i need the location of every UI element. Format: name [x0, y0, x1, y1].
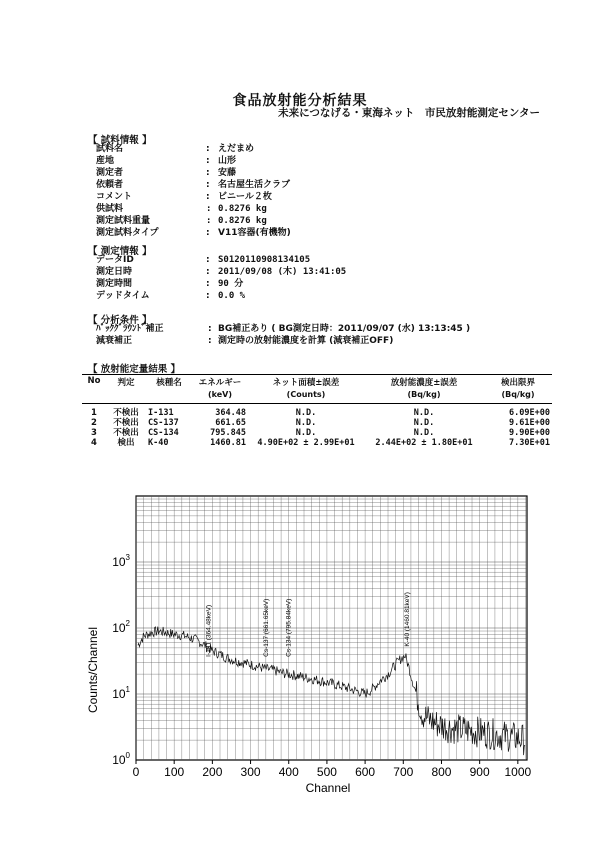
col-header-nuclide: [146, 375, 192, 404]
row-value: 90 分: [218, 279, 244, 289]
y-axis-ticks: [112, 553, 130, 767]
cell-energy: 1460.81: [210, 438, 246, 448]
row-value: S0120110908134105: [218, 255, 311, 265]
x-tick-label: 300: [240, 765, 261, 779]
row-separator: :: [206, 291, 210, 301]
y-axis-label: Counts/Channel: [86, 626, 100, 714]
row-separator: :: [206, 216, 212, 226]
row-label: ﾊﾞｯｸｸﾞﾗｳﾝﾄﾞ補正: [96, 324, 164, 334]
cell-limit: 9.61E+00: [509, 418, 550, 428]
row-value: V11容器(有機物): [218, 228, 291, 238]
cell-judge: 不検出: [113, 408, 139, 418]
row-label: コメント: [96, 192, 133, 202]
col-unit: (Counts): [286, 390, 326, 399]
col-header-net-area: [248, 375, 364, 404]
col-unit: (keV): [207, 390, 233, 399]
cell-net-area: N.D.: [295, 428, 317, 438]
results-heading: 【 放射能定量結果 】: [88, 364, 181, 375]
y-tick-label: $10^2$: [112, 619, 130, 635]
peak-label: K-40 (1460.81keV): [404, 592, 412, 647]
table-header-row: [82, 375, 552, 404]
row-value: 安藤: [218, 168, 237, 178]
cell-nuclide: CS-134: [148, 428, 179, 438]
y-tick-label: $10^1$: [112, 685, 130, 701]
x-tick-label: 700: [393, 765, 414, 779]
col-header-label: エネルギー: [198, 378, 242, 388]
x-tick-label: 200: [202, 765, 223, 779]
col-header-label: ネット面積±誤差: [272, 378, 340, 388]
row-value: 0.0 %: [218, 291, 246, 301]
row-separator: :: [206, 156, 210, 166]
results-table: [82, 374, 552, 448]
cell-net-area: 4.90E+02 ± 2.99E+01: [257, 438, 355, 448]
cell-nuclide: I-131: [148, 408, 174, 418]
col-header-label: 放射能濃度±誤差: [390, 378, 458, 388]
cell-net-area: N.D.: [295, 408, 317, 418]
x-tick-label: 900: [469, 765, 490, 779]
col-unit: (Bq/kg): [407, 390, 441, 399]
col-header-label: 検出限界: [500, 378, 535, 388]
y-tick-label: $10^0$: [112, 751, 130, 767]
x-tick-label: 800: [431, 765, 452, 779]
cell-no: 3: [91, 428, 97, 438]
cell-activity: N.D.: [413, 408, 435, 418]
col-header-label: No: [87, 376, 101, 386]
cell-energy: 661.65: [215, 418, 246, 428]
x-tick-label: 100: [164, 765, 185, 779]
peak-label: I-131 (364.48keV): [205, 604, 213, 657]
peak-label: Cs-137 (661.65keV): [262, 598, 270, 657]
row-separator: :: [206, 255, 210, 265]
cell-net-area: N.D.: [295, 418, 317, 428]
table-row: [82, 418, 552, 428]
row-value: 0.8276 kg: [218, 216, 267, 226]
row-label: 産地: [96, 156, 115, 166]
measurement-info-heading: 【 測定情報 】: [88, 246, 152, 257]
table-row: [82, 404, 552, 419]
cell-activity: N.D.: [413, 428, 435, 438]
row-separator: :: [206, 168, 210, 178]
row-label: 測定試料重量: [96, 216, 151, 226]
cell-judge: 検出: [117, 438, 135, 448]
col-header-label: 判定: [117, 378, 135, 388]
x-axis-ticks: [133, 760, 532, 779]
peak-label: Cs-134 (795.84keV): [285, 598, 293, 657]
cell-judge: 不検出: [113, 428, 139, 438]
row-separator: :: [206, 267, 210, 277]
row-separator: :: [206, 228, 210, 238]
x-tick-label: 400: [278, 765, 299, 779]
table-row: [82, 438, 552, 448]
row-label: デッドタイム: [96, 291, 150, 301]
cell-no: 2: [91, 418, 97, 428]
spectrum-chart: [80, 490, 540, 800]
row-label: 測定試料タイプ: [96, 228, 159, 238]
row-separator: :: [206, 204, 212, 214]
row-value: BG補正あり ( BG測定日時：2011/09/07 (水) 13:13:45 ): [218, 324, 471, 334]
row-value: 測定時の放射能濃度を計算 (減衰補正OFF): [218, 336, 394, 346]
cell-nuclide: K-40: [148, 438, 169, 448]
row-label: 試料名: [96, 144, 124, 154]
row-label: 測定日時: [96, 267, 133, 277]
row-value: 山形: [218, 156, 237, 166]
row-label: 依頼者: [96, 180, 124, 190]
analysis-conditions-heading: 【 分析条件 】: [88, 315, 152, 326]
row-separator: :: [208, 336, 212, 346]
row-label: データID: [96, 255, 134, 265]
row-value: 2011/09/08 (木) 13:41:05: [218, 267, 347, 277]
row-label: 測定時間: [96, 279, 133, 289]
cell-limit: 9.90E+00: [509, 428, 550, 438]
col-header-judge: [106, 375, 146, 404]
col-header-label: 核種名: [156, 378, 182, 388]
cell-limit: 7.30E+01: [509, 438, 550, 448]
cell-judge: 不検出: [113, 418, 139, 428]
row-label: 減衰補正: [96, 336, 133, 346]
x-tick-label: 0: [132, 765, 140, 779]
x-axis-label: Channel: [305, 781, 351, 795]
col-header-energy: [192, 375, 248, 404]
cell-limit: 6.09E+00: [509, 408, 550, 418]
col-header-no: [82, 375, 106, 404]
row-separator: :: [208, 324, 212, 334]
cell-energy: 795.845: [210, 428, 246, 438]
col-unit: (Bq/kg): [501, 390, 535, 399]
row-value: えだまめ: [218, 144, 255, 154]
row-value: 0.8276 kg: [218, 204, 267, 214]
row-separator: :: [206, 279, 210, 289]
row-label: 供試料: [96, 204, 124, 214]
table-row: [82, 428, 552, 438]
organization-name: 未来につなげる・東海ネット 市民放射能測定センター: [278, 107, 540, 119]
sample-info-heading: 【 試料情報 】: [88, 135, 152, 146]
row-separator: :: [206, 192, 210, 202]
row-separator: :: [206, 180, 210, 190]
row-separator: :: [206, 144, 210, 154]
row-value: 名古屋生活クラブ: [218, 180, 291, 190]
row-label: 測定者: [96, 168, 124, 178]
cell-energy: 364.48: [215, 408, 246, 418]
col-header-limit: [484, 375, 552, 404]
cell-no: 1: [91, 408, 97, 418]
cell-activity: 2.44E+02 ± 1.80E+01: [375, 438, 473, 448]
x-tick-label: 500: [316, 765, 337, 779]
cell-nuclide: CS-137: [148, 418, 179, 428]
cell-no: 4: [91, 438, 97, 448]
cell-activity: N.D.: [413, 418, 435, 428]
y-tick-label: $10^3$: [112, 553, 130, 569]
report-title: 食品放射能分析結果: [232, 93, 368, 109]
col-header-activity: [364, 375, 484, 404]
x-tick-label: 600: [355, 765, 376, 779]
x-tick-label: 1000: [504, 765, 532, 779]
row-value: ビニール２枚: [218, 192, 272, 202]
